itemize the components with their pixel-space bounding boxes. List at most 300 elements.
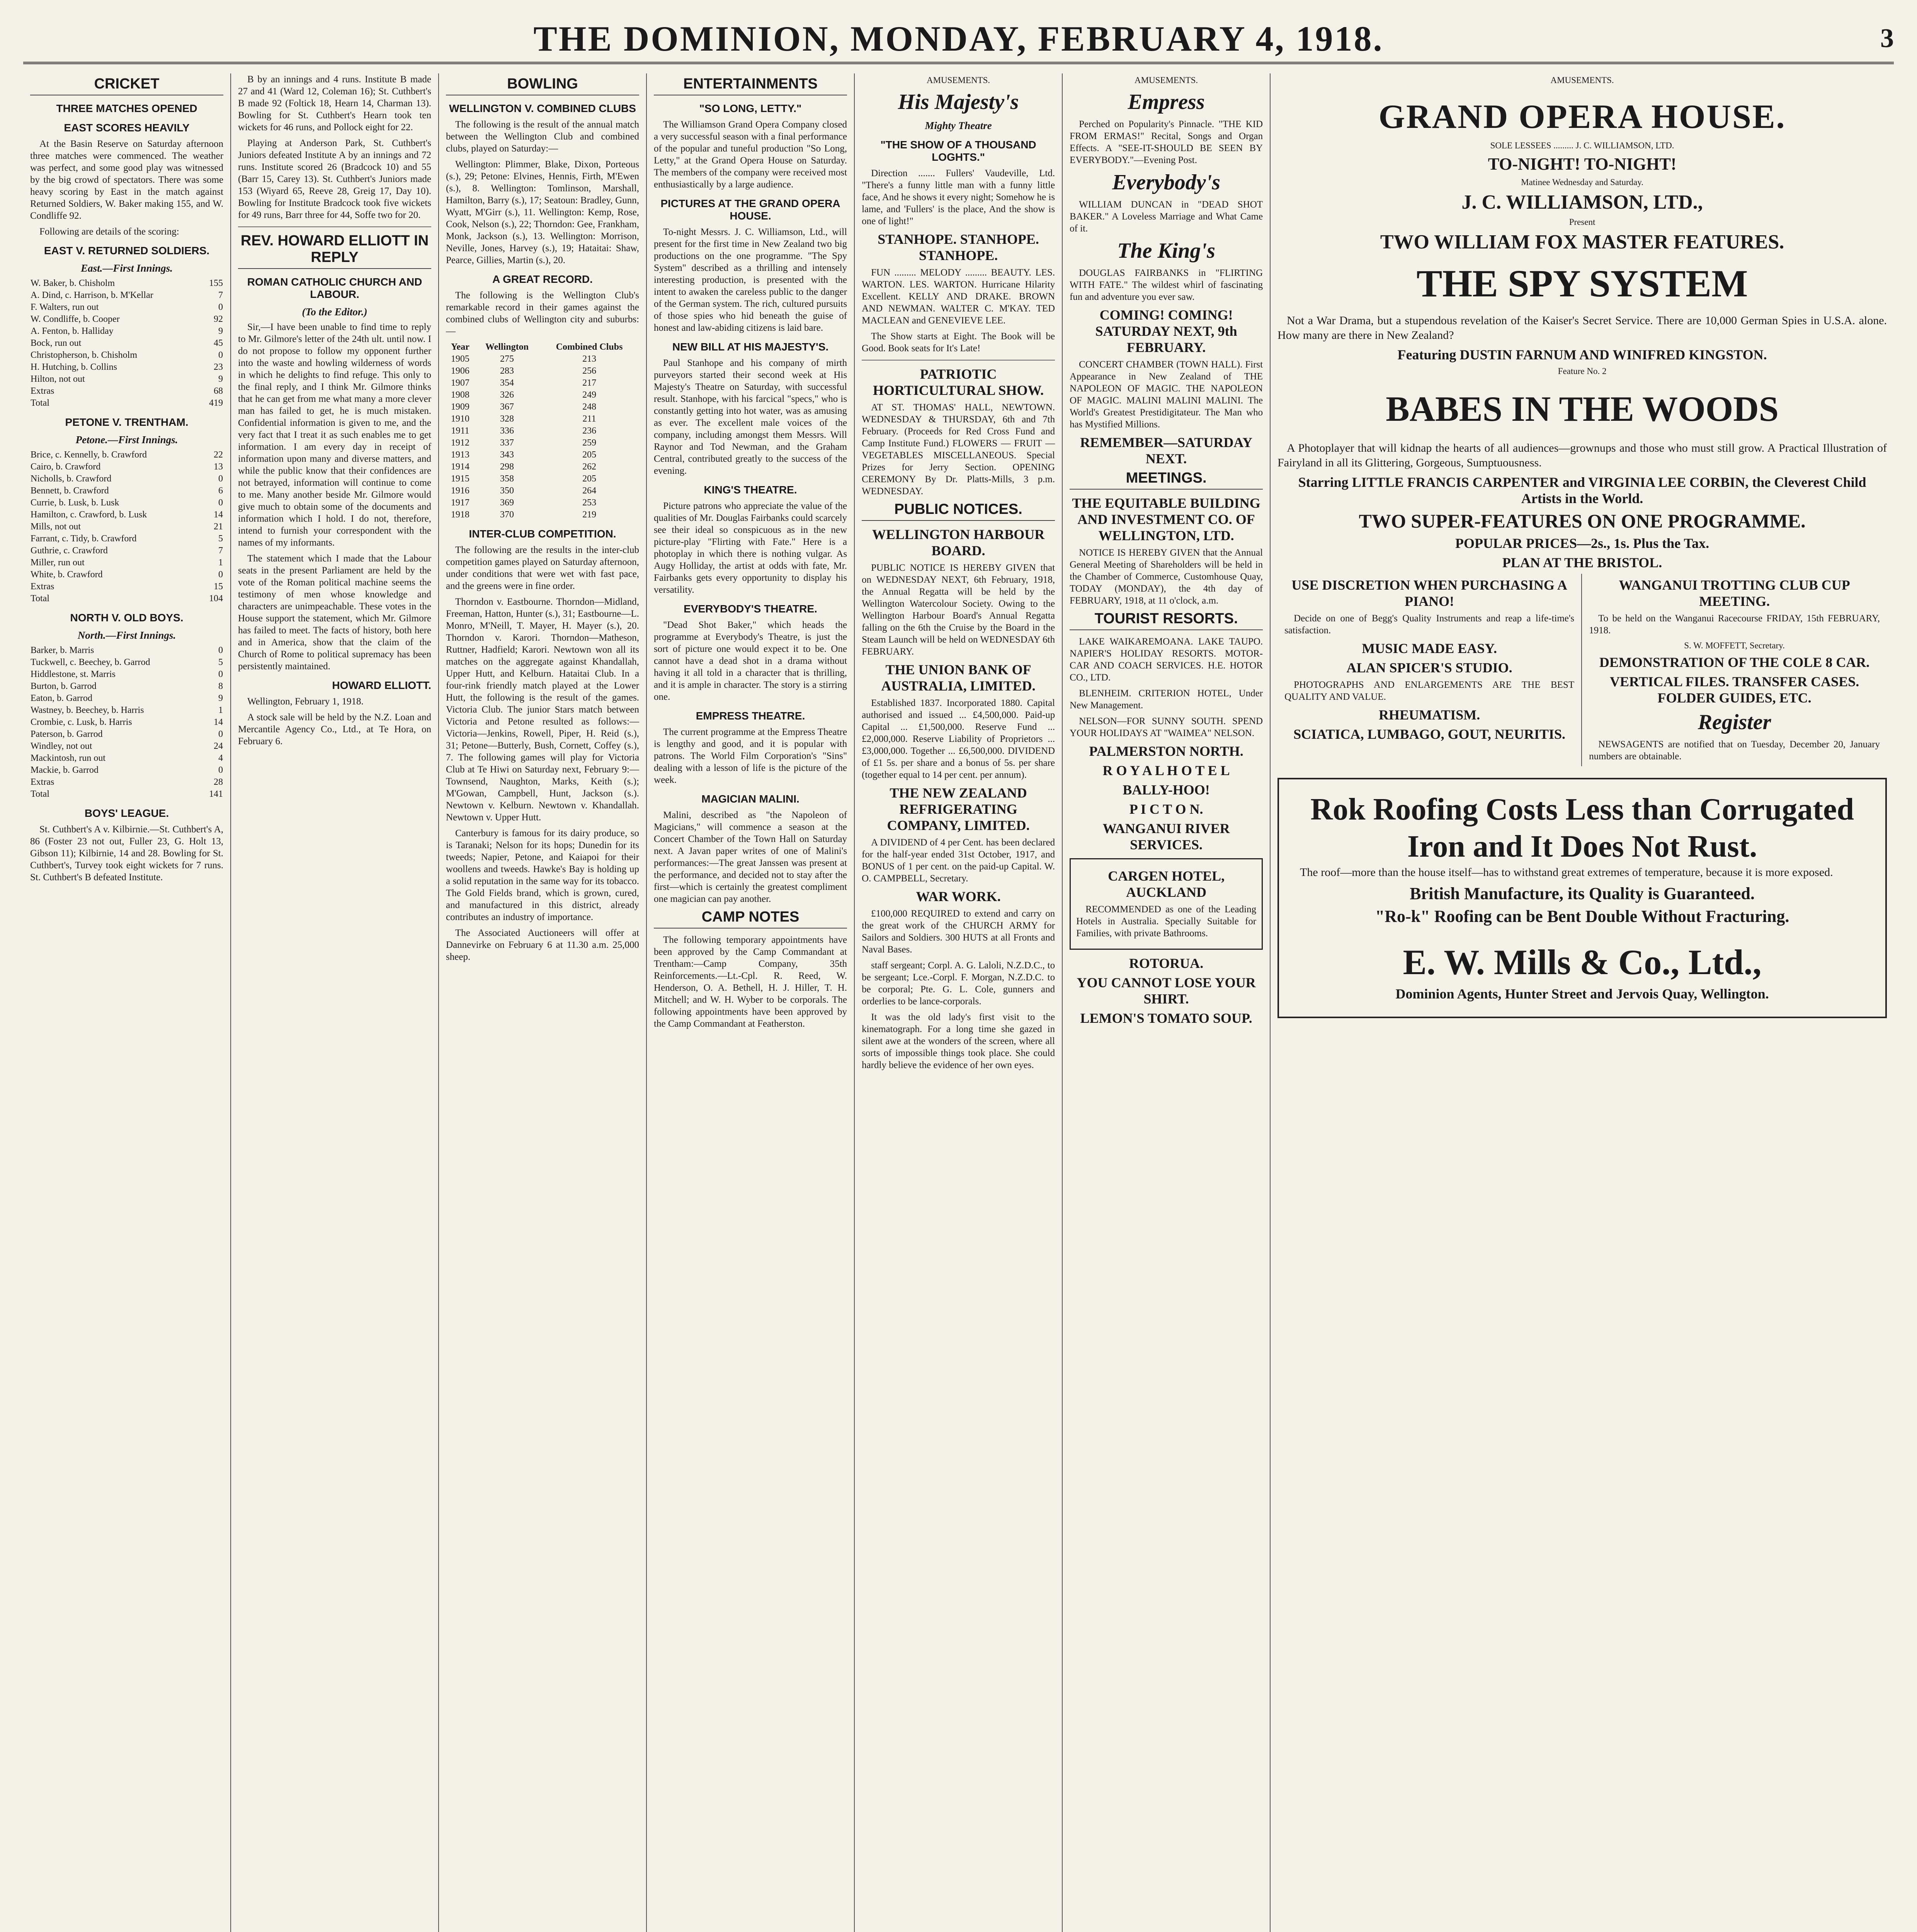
record-row	[446, 485, 639, 497]
e1-title: "SO LONG, LETTY."	[699, 102, 802, 114]
score-row	[30, 373, 223, 385]
record-cell: 328	[500, 414, 514, 424]
elliott-body: Sir,—I have been unable to find time to reply to Mr. Gilmore's letter of the 24th ult. until now. I do not propose to follow my opponent further into the waste and howling wilderness of words in which he delights to find refuge. This only to the final reply, and I think Mr. Gilmore thinks that he can get from me what many a more clever man has failed to get, he is much mistaken. Confidential information is given to me, and the very fact that I treat it as such enables me to get information. I am every day in receipt of information upon many and diverse matters, and while the public know that their confidences are not betrayed, information will continue to come to me. Many another beside Mr. Gilmore would give much to obtain some of the documents and information which I hold. I do not, therefore, intend to furnish your correspondent with the names of my informants.	[238, 322, 432, 548]
runs: 14	[214, 510, 223, 520]
record-row	[446, 461, 639, 473]
batsman: Barker, b. Marris	[31, 645, 94, 655]
score-row	[30, 581, 223, 593]
inter-title: INTER-CLUB COMPETITION.	[469, 528, 616, 540]
runs: 6	[218, 486, 223, 496]
batsman: Hamilton, c. Crawford, b. Lusk	[31, 510, 147, 520]
inter-text: The following are the results in the inter-club competition games played on Saturday afternoon, under conditions that were wet with fast pace, and the greens were in fine order.	[446, 545, 640, 591]
masthead	[23, 15, 1894, 64]
staff-text: staff sergeant; Corpl. A. G. Laloli, N.Z.D.C., to be sergeant; Lce.-Corpl. F. Morgan, N.Z.D.C. to be corporal; Pte. G. L. Cole, gunners and orderlies to be lance-corporals.	[862, 960, 1055, 1007]
runs: 4	[218, 753, 223, 763]
runs: 0	[218, 669, 223, 679]
e3-title: NEW BILL AT HIS MAJESTY'S.	[672, 341, 829, 353]
record-cell: 236	[582, 426, 597, 436]
batsman: Hiddlestone, st. Marris	[31, 669, 116, 679]
batsman: Extras	[31, 582, 54, 592]
record-cell: 1911	[451, 426, 469, 436]
show1-names: STANHOPE. STANHOPE. STANHOPE.	[878, 231, 1039, 263]
mills-address: Dominion Agents, Hunter Street and Jervois Quay, Wellington.	[1395, 986, 1769, 1002]
batsman: Farrant, c. Tidy, b. Crawford	[31, 534, 137, 544]
batsman: Hilton, not out	[31, 374, 85, 384]
match1-title: EAST V. RETURNED SOLDIERS.	[44, 245, 210, 257]
record-cell: 1905	[451, 354, 469, 364]
batsman: Total	[31, 398, 49, 408]
runs: 28	[214, 777, 223, 787]
runs: 24	[214, 741, 223, 751]
record-cell: 367	[500, 402, 514, 412]
runs: 1	[218, 558, 223, 568]
fox-features: TWO WILLIAM FOX MASTER FEATURES.	[1380, 231, 1784, 253]
babes-title: BABES IN THE WOODS	[1386, 389, 1779, 429]
score-row	[30, 325, 223, 337]
trotting-title: WANGANUI TROTTING CLUB CUP MEETING.	[1619, 577, 1850, 609]
score-row	[30, 704, 223, 716]
batsman: Bennett, b. Crawford	[31, 486, 109, 496]
e7-title: MAGICIAN MALINI.	[701, 793, 799, 805]
batsman: A. Dind, c. Harrison, b. M'Kellar	[31, 290, 153, 300]
score-row	[30, 277, 223, 289]
score-row	[30, 788, 223, 800]
batsman: Mackie, b. Garrod	[31, 765, 99, 775]
score-row	[30, 337, 223, 349]
record-cell: 1906	[451, 366, 469, 376]
batsman: Nicholls, b. Crawford	[31, 474, 112, 484]
e2-text: To-night Messrs. J. C. Williamson, Ltd., will present for the first time in New Zealand two big productions on the one programme. "The Spy System" described as a thrilling and intensely interesting production, is presented with the intent to awaken the careless public to the danger of the German system. The rich, cultured pursuits of those spies who hid beneath the guise of honest and law-abiding citizens is laid bare.	[654, 227, 847, 333]
column-elliott	[231, 73, 439, 1932]
e2-title: PICTURES AT THE GRAND OPERA HOUSE.	[660, 197, 840, 222]
masthead-title: THE DOMINION, MONDAY, FEBRUARY 4, 1918.	[533, 19, 1384, 58]
score-row	[30, 680, 223, 692]
refrig-title: THE NEW ZEALAND REFRIGERATING COMPANY, LIMITED.	[887, 785, 1030, 833]
concert-text: CONCERT CHAMBER (TOWN HALL). First Appearance in New Zealand of THE NAPOLEON OF MAGIC. THE NAPOLEON OF MAGIC. MALINI MALINI MALINI. The World's Greatest Prestidigitateur. The Man who has Mystified Millions.	[1070, 359, 1263, 430]
column-entertainments	[647, 73, 855, 1932]
record-header: Combined Clubs	[556, 342, 623, 352]
batsman: Paterson, b. Garrod	[31, 729, 103, 739]
inter-body: Thorndon v. Eastbourne. Thorndon—Midland, Freeman, Hatton, Hunter (s.), 31; Eastbourne—L. Monro, M'Neill, T. Mayer, H. Mayer (s.), 20. Thorndon v. Karori. Thorndon—Matheson, Ruttner, Hadfield; Karori. Newtown won all its matches on the aggregate against Khandallah, Upper Hutt, and Kelburn. Hataitai Club. In a four-rink friendly match played at the Lower Hutt, the following is the result of the games. Victoria Club. The junior Stars match between Victoria and Petone resulted as follows:—Victoria—Jenkins, Rowell, Piper, H. Reid (s.), 31; Petone—Butterly, Bush, Cornett, Coffey (s.), 7. The following games will play for Victoria Club at Te Hiwi on Saturday next, February 9:—Townsend, Naughton, Marks, Keith (s.); M'Gowan, Campbell, Hunt, Jackson (s.). Newtown v. Kelburn. Newtown v. Khandallah. Newtown v. Upper Hutt.	[446, 597, 640, 823]
batsman: Currie, b. Lusk, b. Lusk	[31, 498, 119, 508]
runs: 5	[218, 534, 223, 544]
batsman: Tuckwell, c. Beechey, b. Garrod	[31, 657, 150, 667]
record-row	[446, 437, 639, 449]
record-cell: 370	[500, 510, 514, 520]
record-cell: 1914	[451, 462, 469, 472]
empress-logo: Empress	[1128, 90, 1205, 114]
batsman: Eaton, b. Garrod	[31, 693, 92, 703]
e4-text: Picture patrons who appreciate the value of the qualities of Mr. Douglas Fairbanks could scarcely see their ideal so conspicuous as in the new picture-play "Flirting with Fate." Here is a photoplay in which there is nothing vulgar. As Augy Holliday, the artist at odds with fate, Mr. Fairbanks gets every opportunity to display his versatility.	[654, 501, 847, 595]
runs: 0	[218, 350, 223, 360]
resort1-text: LAKE WAIKAREMOANA. LAKE TAUPO. NAPIER'S HOLIDAY RESORTS. MOTOR-CAR AND COACH SERVICES. H.E. HOTOR CO., LTD.	[1070, 636, 1263, 683]
record-title: A GREAT RECORD.	[492, 273, 593, 285]
ballyhoo: BALLY-HOO!	[1123, 782, 1210, 798]
auction-text: The Associated Auctioneers will offer at Dannevirke on February 6 at 11.30 a.m. 25,000 sheep.	[446, 928, 640, 962]
cricket-cont1: B by an innings and 4 runs. Institute B made 27 and 41 (Ward 12, Coleman 16); St. Cuthbert's B made 92 (Foltick 18, Hearn 14, Charman 13). Bowling for St. Cuthbert's Hearn took ten wickets for 46 runs, and Pollock eight for 22.	[238, 74, 432, 133]
page-number: 3	[1880, 24, 1894, 53]
piano-title: USE DISCRETION WHEN PURCHASING A PIANO!	[1291, 577, 1567, 609]
score-row	[30, 752, 223, 764]
batsman: Mackintosh, run out	[31, 753, 105, 763]
rotorua: ROTORUA.	[1129, 956, 1204, 971]
his-majestys-logo: His Majesty's	[898, 90, 1019, 114]
score-row	[30, 668, 223, 680]
match3-table	[30, 645, 223, 800]
batsman: A. Fenton, b. Halliday	[31, 326, 114, 336]
record-row	[446, 449, 639, 461]
wanganui-river: WANGANUI RIVER SERVICES.	[1102, 821, 1230, 852]
patriotic-title: PATRIOTIC HORTICULTURAL SHOW.	[873, 366, 1044, 398]
record-row	[446, 401, 639, 413]
show1-list: FUN ......... MELODY ......... BEAUTY. LES. WARTON. LES. WARTON. Hurricane Hilarity Excellent. KELLY AND DRAKE. BROWN AND NEWMAN. WALTER C. M'KAY. TED MACLEAN and GENEVIEVE LEE.	[862, 267, 1055, 326]
his-majestys-tag: Mighty Theatre	[925, 120, 992, 131]
score-row	[30, 521, 223, 533]
score-row	[30, 461, 223, 473]
score-row	[30, 301, 223, 313]
e3-text: Paul Stanhope and his company of mirth purveyors started their second week at His Majesty's Theatre on Saturday, with successful result. Stanhope, with his farcical "specs," who is constantly getting into hot water, was as amusing as ever. The excellent male voices of the company, including amongst them Messrs. Will Raynor and Tod Newman, and the Graham Central, contributed greatly to the success of the evening.	[654, 358, 847, 476]
runs: 8	[218, 681, 223, 691]
music-title: MUSIC MADE EASY.	[1362, 641, 1497, 656]
score-row	[30, 728, 223, 740]
record-cell: 262	[582, 462, 597, 472]
record-row	[446, 497, 639, 509]
record-cell: 336	[500, 426, 514, 436]
batsman: W. Baker, b. Chisholm	[31, 278, 115, 288]
runs: 15	[214, 582, 223, 592]
column-majestys: AMUSEMENTS. His Majesty's Mighty Theatre "THE SHOW OF A THOUSAND LOGHTS." Direction ....... Fullers' Vaudeville, Ltd. "There's a funny little man with a funny little face, And he shows it every night; Somehow he is lame, and 'Fullers' is the place, And the show is one of light!" STANHOPE. STANHOPE. STANHOPE. FUN ......... MELODY ......... BEAUTY. LES. WARTON. LES. WARTON. Hurricane Hilarity Excellent. KELLY AND DRAKE. BROWN AND NEWMAN. WALTER C. M'KAY. TED MACLEAN and GENEVIEVE LEE. The Show starts at Eight. The Book will be Good. Book seats for It's Late! PATRIOTIC HORTICULTURAL SHOW. AT ST. THOMAS' HALL, NEWTOWN. WEDNESDAY & THURSDAY, 6th and 7th February. (Proceeds for Red Cross Fund and Camp Institute Fund.) FLOWERS — FRUIT — VEGETABLES MISCELLANEOUS. Special Prizes for Jerry Section. OPENING CEREMONY By Dr. Platts-Mills, 3 p.m. WEDNESDAY. PUBLIC NOTICES. WELLINGTON HARBOUR BOARD. PUBLIC NOTICE IS HEREBY GIVEN that on WEDNESDAY NEXT, 6th February, 1918, the Annual Regatta will be held by the Wellington Watercolour Society. Owing to the Wellington Harbour Board's Annual Regatta falling on the 6th the Cruise by the Board in the Steam Launch will be held on WEDNESDAY 6th FEBRUARY. THE UNION BANK OF AUSTRALIA, LIMITED. Established 1837. Incorporated 1880. Capital authorised and issued ... £4,500,000. Paid-up Capital ... £1,500,000. Reserve Fund ... £2,000,000. Reserve Liability of Proprietors ... £3,000,000. Together ... £6,500,000. DIVIDEND of £1 5s. per share and a bonus of 5s. per share (together equal to 14 per cent. per annum). THE NEW ZEALAND REFRIGERATING COMPANY, LIMITED. A DIVIDEND of 4 per Cent. has been declared for the half-year ended 31st October, 1917, and BONUS of 1 per cent. on the paid-up Capital. W. O. CAMPBELL, Secretary. WAR WORK. £100,000 REQUIRED to extend and carry on the great work of the CHURCH ARMY for Sailors and Soldiers. 300 HUTS at all Fronts and Naval Bases. staff sergeant; Corpl. A. G. Laloli, N.Z.D.C., to be sergeant; Lce.-Corpl. F. Morgan, N.Z.D.C. to be corporal; Pte. G. L. Cole, gunners and orderlies to be lance-corporals. It was the old lady's first visit to the kinematograph. For a long time she gazed in silent awe at the wonders of the screen, where all sorts of impossible things took place. She could hardly believe the evidence of her own eyes.	[855, 73, 1063, 1932]
moffett: S. W. MOFFETT, Secretary.	[1684, 641, 1785, 650]
record-cell: 1912	[451, 438, 469, 448]
record-cell: 217	[582, 378, 597, 388]
score-row	[30, 485, 223, 497]
grand-opera-title: GRAND OPERA HOUSE.	[1378, 98, 1786, 136]
prices: POPULAR PRICES—2s., 1s. Plus the Tax.	[1455, 536, 1709, 551]
batsman: Guthrie, c. Crawford	[31, 546, 108, 556]
spy-featuring: Featuring DUSTIN FARNUM AND WINIFRED KINGSTON.	[1397, 347, 1767, 362]
runs: 5	[218, 657, 223, 667]
record-cell: 275	[500, 354, 514, 364]
harbour-title: WELLINGTON HARBOUR BOARD.	[872, 527, 1045, 558]
stock-note: A stock sale will be held by the N.Z. Loan and Mercantile Agency Co., Ltd., at Te Hora, on February 6.	[238, 712, 432, 747]
palmerston: PALMERSTON NORTH.	[1089, 743, 1243, 759]
show1-text: Direction ....... Fullers' Vaudeville, Ltd. "There's a funny little man with a funny little face, And he shows it every night; Somehow he is lame, and 'Fullers' is the place, And the show is one of light!"	[862, 168, 1055, 226]
record-row	[446, 365, 639, 377]
batsman: Burton, b. Garrod	[31, 681, 97, 691]
record-cell: 326	[500, 390, 514, 400]
batsman: Bock, run out	[31, 338, 82, 348]
record-cell: 264	[582, 486, 597, 496]
record-cell: 205	[582, 450, 597, 460]
runs: 104	[209, 594, 223, 604]
column-bowling	[439, 73, 647, 1932]
bowling-intro: The following is the result of the annual match between the Wellington Club and combined clubs, played on Saturday:—	[446, 119, 640, 154]
score-row	[30, 361, 223, 373]
match2-table	[30, 449, 223, 605]
union-text: Established 1837. Incorporated 1880. Capital authorised and issued ... £4,500,000. Paid-up Capital ... £1,500,000. Reserve Fund ... £2,000,000. Reserve Liability of Proprietors ... £3,000,000. Together ... £6,500,000. DIVIDEND of £1 5s. per share and a bonus of 5s. per share (together equal to 14 per cent. per annum).	[862, 698, 1055, 780]
union-title: THE UNION BANK OF AUSTRALIA, LIMITED.	[881, 662, 1036, 694]
bowling-heading: BOWLING	[446, 76, 639, 95]
elliott-to: (To the Editor.)	[302, 306, 367, 318]
elliott-sign: HOWARD ELLIOTT.	[332, 679, 432, 691]
record-cell: 249	[582, 390, 597, 400]
resort2-text: BLENHEIM. CRITERION HOTEL, Under New Management.	[1070, 688, 1263, 711]
score-row	[30, 764, 223, 776]
refrig-text: A DIVIDEND of 4 per Cent. has been declared for the half-year ended 31st October, 1917, and BONUS of 1 per cent. on the paid-up Capital. W. O. CAMPBELL, Secretary.	[862, 837, 1055, 884]
cricket-intro: At the Basin Reserve on Saturday afternoon three matches were commenced. The weather was perfect, and some good play was witnessed by the big crowd of spectators. There was some heavy scoring by East in the match against Returned Soldiers, W. Baker making 155, and W. Condliffe 92.	[30, 139, 224, 221]
rheum-title: RHEUMATISM.	[1378, 707, 1480, 723]
rok-title: Rok Roofing Costs Less than Corrugated Iron and It Does Not Rust.	[1310, 793, 1854, 864]
register-text: NEWSAGENTS are notified that on Tuesday, December 20, January numbers are obtainable.	[1589, 739, 1880, 762]
score-row	[30, 716, 223, 728]
runs: 9	[218, 326, 223, 336]
camp-text: The following temporary appointments have been approved by the Camp Commandant at Trentham:—Camp Company, 35th Reinforcements.—Lt.-Cpl. R. Reed, W. Henderson, O. A. Bethell, H. J. Hiller, T. H. Mitchell; and W. H. Wyber to be corporals. The following appointments have been approved by the Camp Commandant at Featherston.	[654, 935, 847, 1029]
harbour-text: PUBLIC NOTICE IS HEREBY GIVEN that on WEDNESDAY NEXT, 6th February, 1918, the Annual Regatta will be held by the Wellington Watercolour Society. Owing to the Wellington Harbour Board's Annual Regatta falling on the 6th the Cruise by the Board in the Steam Launch will be held on WEDNESDAY 6th FEBRUARY.	[862, 563, 1055, 657]
batsman: Mills, not out	[31, 522, 81, 532]
spy-text: Not a War Drama, but a stupendous revelation of the Kaiser's Secret Service. There are 10,000 German Spies in U.S.A. alone. How many are there in New Zealand?	[1277, 314, 1887, 342]
resort3-text: NELSON—FOR SUNNY SOUTH. SPEND YOUR HOLIDAYS AT "WAIMEA" NELSON.	[1070, 716, 1263, 738]
kings-text: DOUGLAS FAIRBANKS in "FLIRTING WITH FATE." The wildest whirl of fascinating fun and adventure you ever saw.	[1070, 268, 1263, 302]
runs: 9	[218, 693, 223, 703]
empress-text: Perched on Popularity's Pinnacle. "THE KID FROM ERMAS!" Recital, Songs and Organ Effects. A "SEE-IT-SHOULD BE SEEN BY EVERYBODY."—Evening Post.	[1070, 119, 1263, 165]
elliott-date: Wellington, February 1, 1918.	[247, 696, 364, 707]
public-notices-heading: PUBLIC NOTICES.	[862, 501, 1055, 521]
spicer-title: ALAN SPICER'S STUDIO.	[1346, 660, 1512, 675]
babes-text: A Photoplayer that will kidnap the hearts of all audiences—grownups and those who must still grow. A Practical Illustration of Fairyland in all its Glittering, Gorgeous, Sumptuousness.	[1277, 442, 1887, 469]
runs: 92	[214, 314, 223, 324]
record-cell: 1909	[451, 402, 469, 412]
column-grand-opera: AMUSEMENTS. GRAND OPERA HOUSE. SOLE LESSEES ......... J. C. WILLIAMSON, LTD. TO-NIGHT! TO-NIGHT! Matinee Wednesday and Saturday. J. C. WILLIAMSON, LTD., Present TWO WILLIAM FOX MASTER FEATURES. THE SPY SYSTEM Not a War Drama, but a stupendous revelation of the Kaiser's Secret Service. There are 10,000 German Spies in U.S.A. alone. How many are there in New Zealand? Featuring DUSTIN FARNUM AND WINIFRED KINGSTON. Feature No. 2 BABES IN THE WOODS A Photoplayer that will kidnap the hearts of all audiences—grownups and those who must still grow. A Practical Illustration of Fairyland in all its Glittering, Gorgeous, Sumptuousness. Starring LITTLE FRANCIS CARPENTER and VIRGINIA LEE CORBIN, the Cleverest Child Artists in the World. TWO SUPER-FEATURES ON ONE PROGRAMME. POPULAR PRICES—2s., 1s. Plus the Tax. PLAN AT THE BRISTOL. USE DISCRETION WHEN PURCHASING A PIANO! Decide on one of Begg's Quality Instruments and reap a life-time's satisfaction. MUSIC MADE EASY. ALAN SPICER'S STUDIO. PHOTOGRAPHS AND ENLARGEMENTS ARE THE BEST QUALITY AND VALUE. RHEUMATISM. SCIATICA, LUMBAGO, GOUT, NEURITIS. WANGANUI TROTTING CLUB CUP MEETING. To be held on the Wanganui Racecourse FRIDAY, 15th FEBRUARY, 1918. S. W. MOFFETT, Secretary. DEMONSTRATION OF THE COLE 8 CAR. VERTICAL FILES. TRANSFER CASES. FOLDER GUIDES, ETC. Register NEWSAGENTS are notified that on Tuesday, December 20, January numbers are obtainable. Rok Roofing Costs Less than Corrugated Iron and It Does Not Rust. The roof—more than the house itself—has to withstand great extremes of temperature, because it is more exposed. British Manufacture, its Quality is Guaranteed. "Ro-k" Roofing can be Bent Double Without Fracturing. E. W. Mills & Co., Ltd., Dominion Agents, Hunter Street and Jervois Quay, Wellington.	[1271, 73, 1894, 1932]
lessees: SOLE LESSEES ......... J. C. WILLIAMSON, LTD.	[1490, 141, 1674, 150]
cricket-heading: CRICKET	[30, 76, 223, 95]
runs: 0	[218, 645, 223, 655]
record-cell: 337	[500, 438, 514, 448]
record-text: The following is the Wellington Club's remarkable record in their games against the combined clubs of Wellington city and suburbs:—	[446, 290, 640, 337]
runs: 7	[218, 290, 223, 300]
batsman: Extras	[31, 386, 54, 396]
runs: 419	[209, 398, 223, 408]
score-row	[30, 776, 223, 788]
cargen-ad: CARGEN HOTEL, AUCKLAND RECOMMENDED as one of the Leading Hotels in Australia. Specially Suitable for Families, with private Bathrooms.	[1070, 858, 1263, 950]
e5-text: "Dead Shot Baker," which heads the programme at Everybody's Theatre, is just the sort of picture one would expect it to be. One cannot have a dead shot in a drama without having it all told in a character that is thrilling, and it is ample in character. The story is a stirring one.	[654, 620, 847, 702]
record-cell: 1915	[451, 474, 469, 484]
record-cell: 253	[582, 498, 597, 508]
demo-title: DEMONSTRATION OF THE COLE 8 CAR.	[1599, 655, 1870, 670]
runs: 0	[218, 474, 223, 484]
record-row	[446, 425, 639, 437]
record-cell: 1908	[451, 390, 469, 400]
batsman: Extras	[31, 777, 54, 787]
runs: 0	[218, 729, 223, 739]
e4-title: KING'S THEATRE.	[704, 484, 797, 496]
batsman: Windley, not out	[31, 741, 92, 751]
runs: 45	[214, 338, 223, 348]
score-row	[30, 545, 223, 557]
match1-table	[30, 277, 223, 409]
show1-title: "THE SHOW OF A THOUSAND LOGHTS."	[880, 139, 1036, 163]
score-row	[30, 473, 223, 485]
batsman: Brice, c. Kennelly, b. Crawford	[31, 450, 147, 460]
record-header: Wellington	[485, 342, 529, 352]
record-row	[446, 389, 639, 401]
batsman: Total	[31, 594, 49, 604]
record-cell: 211	[582, 414, 596, 424]
score-row	[30, 497, 223, 509]
remember: REMEMBER—SATURDAY NEXT.	[1080, 435, 1253, 466]
runs: 7	[218, 546, 223, 556]
score-row	[30, 313, 223, 325]
jcw: J. C. WILLIAMSON, LTD.,	[1461, 191, 1703, 213]
record-cell: 358	[500, 474, 514, 484]
runs: 141	[209, 789, 223, 799]
runs: 14	[214, 717, 223, 727]
batsman: Cairo, b. Crawford	[31, 462, 101, 472]
runs: 23	[214, 362, 223, 372]
record-cell: 343	[500, 450, 514, 460]
record-cell: 1913	[451, 450, 469, 460]
kings-coming: COMING! COMING! SATURDAY NEXT, 9th FEBRUARY.	[1095, 307, 1237, 355]
rok-text: The roof—more than the house itself—has to withstand great extremes of temperature, because it is more exposed.	[1300, 866, 1833, 879]
two-super: TWO SUPER-FEATURES ON ONE PROGRAMME.	[1359, 510, 1806, 532]
runs: 68	[214, 386, 223, 396]
batsman: Miller, run out	[31, 558, 85, 568]
score-row	[30, 449, 223, 461]
show1-close: The Show starts at Eight. The Book will be Good. Book seats for It's Late!	[862, 331, 1055, 354]
kings-logo: The King's	[1117, 239, 1215, 263]
record-cell: 1917	[451, 498, 469, 508]
record-row	[446, 509, 639, 521]
matinee: Matinee Wednesday and Saturday.	[1521, 177, 1643, 187]
elliott-body2: The statement which I made that the Labour seats in the present Parliament are held by the vote of the Roman political machine seems the testimony of men whose knowledge and characters are unimpeachable. These votes in the House support the statement, which Mr. Gilmore has failed to meet. The facts of history, both here and in America, show that the claim of the Church of Rome to political supremacy has been persistently maintained.	[238, 553, 432, 672]
record-cell: 1916	[451, 486, 469, 496]
bowling-sub: WELLINGTON V. COMBINED CLUBS	[449, 102, 636, 114]
record-cell: 369	[500, 498, 514, 508]
runs: 21	[214, 522, 223, 532]
e1-text: The Williamson Grand Opera Company closed a very successful season with a final performance of the popular and tuneful production "So Long, Letty," at the Grand Opera House on Saturday. The members of the company were received most enthusiastically by a large audience.	[654, 119, 847, 190]
sciatica-title: SCIATICA, LUMBAGO, GOUT, NEURITIS.	[1293, 726, 1565, 742]
runs: 13	[214, 462, 223, 472]
entertainments-heading: ENTERTAINMENTS	[654, 76, 847, 95]
cricket-cont2: Playing at Anderson Park, St. Cuthbert's Juniors defeated Institute A by an innings and 72 runs. Institute scored 26 (Bradcock 10) and 55 (Barr 15, Carey 13). St. Cuthbert's Juniors made 153 (Wiyard 65, Reeve 28, Greig 17, Day 10). Bowling for Institute Bradcock took five wickets for 49 runs, Barr three for 44, Soffe two for 20.	[238, 138, 432, 220]
match3-title: NORTH V. OLD BOYS.	[70, 612, 184, 624]
e7-text: Malini, described as "the Napoleon of Magicians," will commence a season at the Concert Chamber of the Town Hall on Saturday next. A Javan paper writes of one of Malini's performances:—The great Janssen was present at the performance, and decided not to stay after the first—which is certainly the greatest compliment one magician can pay another.	[654, 810, 847, 904]
royal-hotel: R O Y A L H O T E L	[1102, 763, 1230, 778]
batsman: Crombie, c. Lusk, b. Harris	[31, 717, 132, 727]
batsman: W. Condliffe, b. Cooper	[31, 314, 120, 324]
cricket-sub1: THREE MATCHES OPENED	[56, 102, 197, 114]
runs: 0	[218, 570, 223, 580]
rok-british: British Manufacture, its Quality is Guaranteed.	[1410, 884, 1755, 903]
rok-roofing-ad	[1277, 778, 1887, 1018]
divider	[238, 226, 431, 227]
record-header: Year	[451, 342, 469, 352]
runs: 1	[218, 705, 223, 715]
rok-bent: "Ro-k" Roofing can be Bent Double Without Fracturing.	[1375, 907, 1789, 926]
score-row	[30, 385, 223, 397]
boys-text: St. Cuthbert's A v. Kilbirnie.—St. Cuthbert's A, 86 (Foster 23 not out, Fuller 23, G. Holt 13, Gibson 11); Kilbirnie, 14 and 28. Bowling for St. Cuthbert's, Turvey took eight wickets for 7 runs. St. Cuthbert's B defeated Institute.	[30, 824, 224, 883]
batsman: F. Walters, run out	[31, 302, 99, 312]
spy-system-title: THE SPY SYSTEM	[1416, 262, 1748, 305]
score-row	[30, 533, 223, 545]
score-row	[30, 289, 223, 301]
record-cell: 248	[582, 402, 597, 412]
tourist-heading: TOURIST RESORTS.	[1070, 611, 1263, 630]
cricket-intro2: Following are details of the scoring:	[39, 226, 179, 237]
everybodys-text: WILLIAM DUNCAN in "DEAD SHOT BAKER." A Loveless Marriage and What Came of it.	[1070, 199, 1263, 234]
elliott-heading: REV. HOWARD ELLIOTT IN REPLY	[238, 233, 431, 269]
record-cell: 259	[582, 438, 597, 448]
elliott-sub: ROMAN CATHOLIC CHURCH AND LABOUR.	[247, 276, 422, 300]
cricket-sub2: EAST SCORES HEAVILY	[64, 122, 190, 134]
canterbury-text: Canterbury is famous for its dairy produce, so is Taranaki; Nelson for its hops; Dunedin for its tweeds; Napier, Petone, and Kaiapoi for their woollens and tweeds. Hawke's Bay is holding up a solid reputation in the same way for its tobacco. The Gold Fields brand, which is grown, cured, and manufactured in this district, already contributes an industry of importance.	[446, 828, 640, 922]
record-cell: 1918	[451, 510, 469, 520]
record-cell: 205	[582, 474, 597, 484]
column-amusements: AMUSEMENTS. Empress Perched on Popularity's Pinnacle. "THE KID FROM ERMAS!" Recital, Songs and Organ Effects. A "SEE-IT-SHOULD BE SEEN BY EVERYBODY."—Evening Post. Everybody's WILLIAM DUNCAN in "DEAD SHOT BAKER." A Loveless Marriage and What Came of it. The King's DOUGLAS FAIRBANKS in "FLIRTING WITH FATE." The wildest whirl of fascinating fun and adventure you ever saw. COMING! COMING! SATURDAY NEXT, 9th FEBRUARY. CONCERT CHAMBER (TOWN HALL). First Appearance in New Zealand of THE NAPOLEON OF MAGIC. THE NAPOLEON OF MAGIC. MALINI MALINI MALINI. The World's Greatest Prestidigitateur. The Man who has Mystified Millions. REMEMBER—SATURDAY NEXT. MEETINGS. THE EQUITABLE BUILDING AND INVESTMENT CO. OF WELLINGTON, LTD. NOTICE IS HEREBY GIVEN that the Annual General Meeting of Shareholders will be held in the Chamber of Commerce, Customhouse Quay, TODAY (MONDAY), the 4th day of FEBRUARY, 1918, at 11 o'clock, a.m. TOURIST RESORTS. LAKE WAIKAREMOANA. LAKE TAUPO. NAPIER'S HOLIDAY RESORTS. MOTOR-CAR AND COACH SERVICES. H.E. HOTOR CO., LTD. BLENHEIM. CRITERION HOTEL, Under New Management. NELSON—FOR SUNNY SOUTH. SPEND YOUR HOLIDAYS AT "WAIMEA" NELSON. PALMERSTON NORTH. R O Y A L H O T E L BALLY-HOO! P I C T O N. WANGANUI RIVER SERVICES. CARGEN HOTEL, AUCKLAND RECOMMENDED as one of the Leading Hotels in Australia. Specially Suitable for Families, with private Bathrooms. ROTORUA. YOU CANNOT LOSE YOUR SHIRT. LEMON'S TOMATO SOUP.	[1063, 73, 1271, 1932]
e5-title: EVERYBODY'S THEATRE.	[684, 603, 817, 615]
batsman: White, b. Crawford	[31, 570, 103, 580]
equitable-title: THE EQUITABLE BUILDING AND INVESTMENT CO. OF WELLINGTON, LTD.	[1072, 495, 1260, 543]
record-cell: 213	[582, 354, 597, 364]
score-row	[30, 740, 223, 752]
record-cell: 298	[500, 462, 514, 472]
tonight: TO-NIGHT! TO-NIGHT!	[1488, 155, 1677, 173]
match3-sub: North.—First Innings.	[77, 629, 176, 641]
record-cell: 1907	[451, 378, 469, 388]
picton: P I C T O N.	[1129, 801, 1203, 817]
register-logo: Register	[1698, 710, 1771, 734]
record-row	[446, 413, 639, 425]
record-cell: 219	[582, 510, 597, 520]
record-cell: 350	[500, 486, 514, 496]
column-cricket	[23, 73, 231, 1932]
e6-text: The current programme at the Empress Theatre is lengthy and good, and it is popular with patrons. The World Film Corporation's "Sins" dealing with a lesson of life is the picture of the week.	[654, 727, 847, 785]
camp-heading: CAMP NOTES	[654, 909, 847, 929]
record-cell: 354	[500, 378, 514, 388]
score-row	[30, 656, 223, 668]
batsman: Total	[31, 789, 49, 799]
score-row	[30, 645, 223, 656]
trotting-text: To be held on the Wanganui Racecourse FRIDAY, 15th FEBRUARY, 1918.	[1589, 613, 1880, 636]
runs: 0	[218, 302, 223, 312]
runs: 0	[218, 498, 223, 508]
record-row	[446, 473, 639, 485]
record-cell: 1910	[451, 414, 469, 424]
babes-starring: Starring LITTLE FRANCIS CARPENTER and VIRGINIA LEE CORBIN, the Cleverest Child Artists in the World.	[1298, 474, 1866, 506]
plan: PLAN AT THE BRISTOL.	[1502, 555, 1662, 570]
bowling-body: Wellington: Plimmer, Blake, Dixon, Porteous (s.), 29; Petone: Elvines, Hennis, Firth, M'Ewen (s.), 8. Wellington: Tomlinson, Marshall, Hamilton, Barry (s.), 17; Seatoun: Bradley, Gunn, Wyatt, M'Girr (s.), 11. Wellington: Kemp, Rose, Cook, Nelson (s.), 22; Thorndon: Gee, Frankham, Monk, Jackson (s.), 13. Wellington: Morrison, Neville, Jones, Harvey (s.), 19; Hataitai: Shaw, Pearce, Gillies, Martin (s.), 20.	[446, 159, 640, 265]
record-cell: 283	[500, 366, 514, 376]
match2-title: PETONE V. TRENTHAM.	[65, 416, 189, 428]
kinema-text: It was the old lady's first visit to the kinematograph. For a long time she gazed in silent awe at the wonders of the screen, where all sorts of impossible things took place. She could hardly believe the evidence of her own eyes.	[862, 1012, 1055, 1070]
e6-title: EMPRESS THEATRE.	[696, 710, 805, 722]
score-row	[30, 397, 223, 409]
lemons: LEMON'S TOMATO SOUP.	[1080, 1010, 1252, 1026]
runs: 0	[218, 765, 223, 775]
score-row	[30, 569, 223, 581]
record-row	[446, 377, 639, 389]
record-table	[446, 341, 639, 521]
mills-name: E. W. Mills & Co., Ltd.,	[1403, 942, 1762, 982]
match2-sub: Petone.—First Innings.	[75, 434, 178, 446]
batsman: Christopherson, b. Chisholm	[31, 350, 138, 360]
record-row	[446, 353, 639, 365]
batsman: H. Hutching, b. Collins	[31, 362, 117, 372]
vertical-files: VERTICAL FILES. TRANSFER CASES. FOLDER GUIDES, ETC.	[1609, 674, 1859, 706]
war-text: £100,000 REQUIRED to extend and carry on the great work of the CHURCH ARMY for Sailors and Soldiers. 300 HUTS at all Fronts and Naval Bases.	[862, 908, 1055, 955]
everybodys-logo: Everybody's	[1112, 170, 1221, 194]
spicer-text: PHOTOGRAPHS AND ENLARGEMENTS ARE THE BEST QUALITY AND VALUE.	[1284, 680, 1575, 702]
match1-sub: East.—First Innings.	[81, 262, 173, 274]
